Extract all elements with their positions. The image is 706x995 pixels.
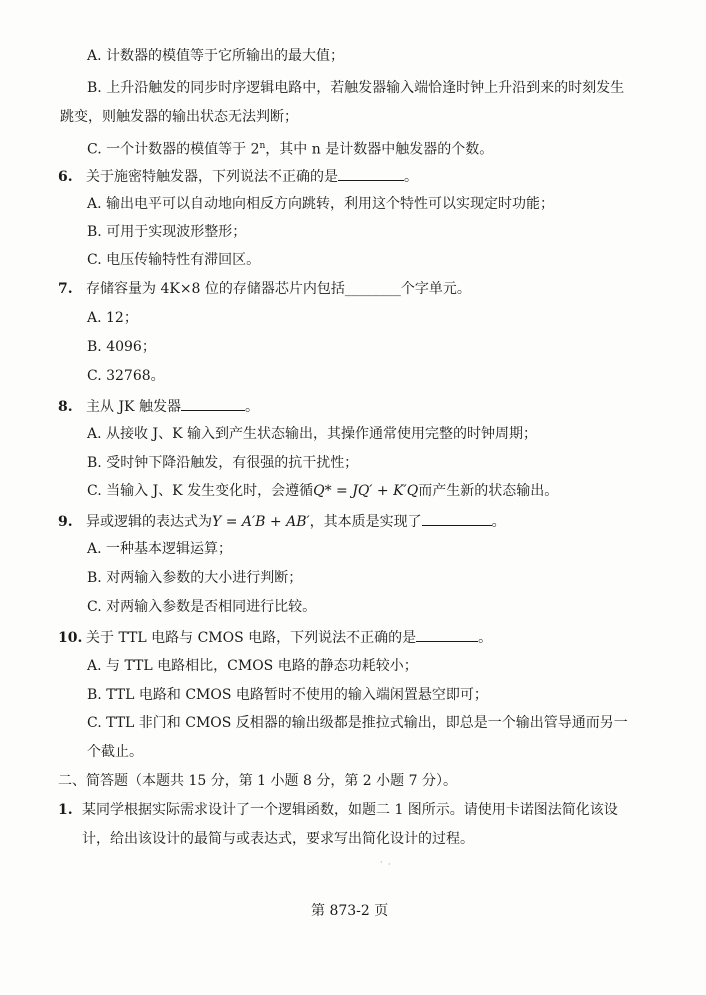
q7-stem-text: 存储容量为 4K×8 位的存储器芯片内包括 — [86, 281, 345, 297]
q10-option-a: A. 与 TTL 电路相比，CMOS 电路的静态功耗较小； — [87, 658, 418, 674]
q7-option-c: C. 32768。 — [87, 368, 165, 384]
q9-formula: Y = A′B + AB′ — [212, 514, 310, 530]
q5-option-c — [87, 137, 493, 159]
scan-speck: · — [380, 858, 383, 867]
page-number: 第 873-2 页 — [311, 903, 389, 919]
q7-number: 7. — [58, 281, 73, 297]
q10-answer-blank[interactable] — [416, 627, 478, 642]
q5-option-b-line2: 跳变，则触发器的输出状态无法判断； — [60, 109, 298, 125]
q8-option-c-formula: Q* = JQ′ + K′Q — [313, 483, 419, 499]
q6-option-b: B. 可用于实现波形整形； — [87, 224, 247, 240]
section2-q1-line1 — [58, 801, 618, 819]
q8-option-b: B. 受时钟下降沿触发，有很强的抗干扰性； — [87, 455, 359, 471]
q7-stem — [58, 280, 471, 298]
q5-option-b-line1: B. 上升沿触发的同步时序逻辑电路中，若触发器输入端恰逢时钟上升沿到来的时刻发生 — [87, 80, 625, 96]
q10-option-c-line2: 个截止。 — [87, 744, 143, 760]
q9-stem-end: 。 — [491, 514, 506, 530]
q10-option-c-line1: C. TTL 非门和 CMOS 反相器的输出级都是推拉式输出，即总是一个输出管导通而另一 — [87, 715, 628, 731]
q8-option-c-pre: C. 当输入 J、K 发生变化时，会遵循 — [87, 483, 314, 499]
q5-option-a: A. 计数器的模值等于它所输出的最大值； — [87, 48, 345, 64]
q9-stem — [58, 511, 506, 531]
q5-option-c-sup: n — [259, 141, 266, 151]
q8-stem — [58, 396, 259, 416]
q8-number: 8. — [58, 399, 73, 415]
q9-stem-post: ，其本质是实现了 — [309, 514, 422, 530]
q6-stem-end: 。 — [404, 169, 418, 185]
q8-option-c — [87, 482, 558, 500]
q8-stem-text: 主从 JK 触发器 — [86, 399, 181, 415]
q8-stem-end: 。 — [244, 399, 259, 415]
q8-option-c-post: 而产生新的状态输出。 — [418, 483, 559, 499]
q7-option-a: A. 12； — [87, 310, 138, 326]
q10-stem — [58, 627, 492, 647]
q6-stem — [58, 166, 418, 186]
section2-heading: 二、简答题（本题共 15 分，第 1 小题 8 分，第 2 小题 7 分）。 — [58, 773, 457, 789]
q9-answer-blank[interactable] — [422, 511, 492, 526]
section2-q1-line2: 计，给出该设计的最简与或表达式，要求写出简化设计的过程。 — [82, 831, 474, 847]
q8-answer-blank[interactable] — [181, 396, 245, 411]
q6-number: 6. — [58, 169, 73, 185]
q10-option-b: B. TTL 电路和 CMOS 电路暂时不使用的输入端闲置悬空即可； — [87, 687, 488, 703]
section2-q1-text: 某同学根据实际需求设计了一个逻辑函数，如题二 1 图所示。请使用卡诺图法简化该设 — [82, 802, 618, 818]
q9-option-a: A. 一种基本逻辑运算； — [87, 541, 233, 557]
q9-option-c: C. 对两输入参数是否相同进行比较。 — [87, 599, 317, 615]
q9-stem-pre: 异或逻辑的表达式为 — [86, 514, 212, 530]
q7-option-b: B. 4096； — [87, 339, 156, 355]
q10-stem-text: 关于 TTL 电路与 CMOS 电路，下列说法不正确的是 — [86, 630, 417, 646]
q5-option-c-post: ，其中 n 是计数器中触发器的个数。 — [265, 141, 494, 158]
q9-number: 9. — [58, 514, 73, 530]
q6-option-c: C. 电压传输特性有滞回区。 — [87, 252, 261, 268]
q8-option-a: A. 从接收 J、K 输入到产生状态输出，其操作通常使用完整的时钟周期； — [87, 426, 537, 442]
scan-speck: · — [388, 860, 391, 869]
q7-stem-end: 个字单元。 — [400, 281, 471, 297]
q9-option-b: B. 对两输入参数的大小进行判断； — [87, 570, 303, 586]
q6-answer-blank[interactable] — [338, 166, 404, 181]
q10-stem-end: 。 — [478, 630, 493, 646]
q6-stem-text: 关于施密特触发器，下列说法不正确的是 — [86, 169, 338, 185]
q7-answer-blank[interactable]: ________ — [344, 281, 401, 297]
section2-q1-number: 1. — [58, 802, 73, 818]
q10-number: 10. — [58, 630, 83, 646]
q6-option-a: A. 输出电平可以自动地向相反方向跳转，利用这个特性可以实现定时功能； — [87, 196, 555, 212]
q5-option-c-pre: C. 一个计数器的模值等于 2 — [87, 141, 260, 158]
